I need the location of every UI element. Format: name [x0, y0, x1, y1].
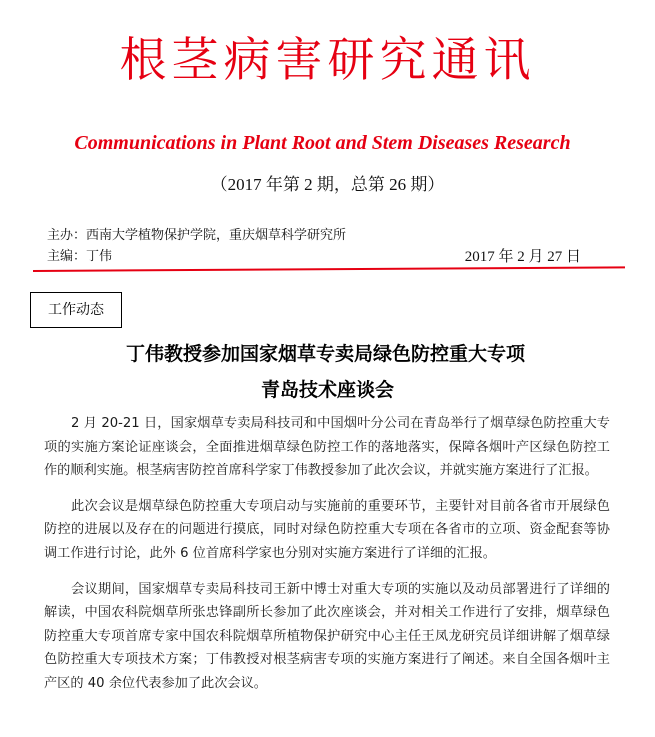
issue-date: 2017 年 2 月 27 日 [464, 249, 581, 265]
editor-line [47, 247, 595, 267]
editor-text: 主编：丁伟 [47, 249, 113, 264]
masthead-english-title: Communications in Plant Root and Stem Diseases Research [74, 132, 571, 154]
section-label: 工作动态 [30, 292, 122, 328]
issue-number: （2017 年第 2 期，总第 26 期） [210, 175, 445, 194]
sponsor-line [47, 226, 595, 246]
article-paragraph: 2 月 20-21 日，国家烟草专卖局科技司和中国烟叶分公司在青岛举行了烟草绿色防控重大专项的实施方案论证座谈会，全面推进烟草绿色防控工作的落地落实，保障各烟叶产区绿色防控工作的顺利实施。根茎病害防控首席科学家丁伟教授参加了此次会议，并就实施方案进行了汇报。 [44, 416, 610, 479]
article-body [44, 412, 610, 708]
article-paragraph: 会议期间，国家烟草专卖局科技司王新中博士对重大专项的实施以及动员部署进行了详细的解读，中国农科院烟草所张忠锋副所长参加了此次座谈会，并对相关工作进行了安排，烟草绿色防控重大专项首席专家中国农科院烟草所植物保护研究中心主任王凤龙研究员详细讲解了烟草绿色防控重大专项技术方案；丁伟教授对根茎病害专项的实施方案进行了阐述。来自全国各烟叶主产区的 40 余位代表参加了此次会议。 [44, 581, 610, 691]
article-paragraph: 此次会议是烟草绿色防控重大专项启动与实施前的重要环节，主要针对目前各省市开展绿色防控的进展以及存在的问题进行摸底，同时对绿色防控重大专项在各省市的立项、资金配套等协调工作进行讨论，此外 6 位首席科学家也分别对实施方案进行了详细的汇报。 [44, 498, 610, 561]
masthead-title: 根茎病害研究通讯 [119, 33, 536, 88]
article-headline-line2: 青岛技术座谈会 [260, 379, 394, 401]
article-headline-line1: 丁伟教授参加国家烟草专卖局绿色防控重大专项 [125, 343, 525, 365]
sponsor-text: 主办：西南大学植物保护学院，重庆烟草科学研究所 [47, 228, 347, 243]
masthead-divider [33, 266, 625, 272]
